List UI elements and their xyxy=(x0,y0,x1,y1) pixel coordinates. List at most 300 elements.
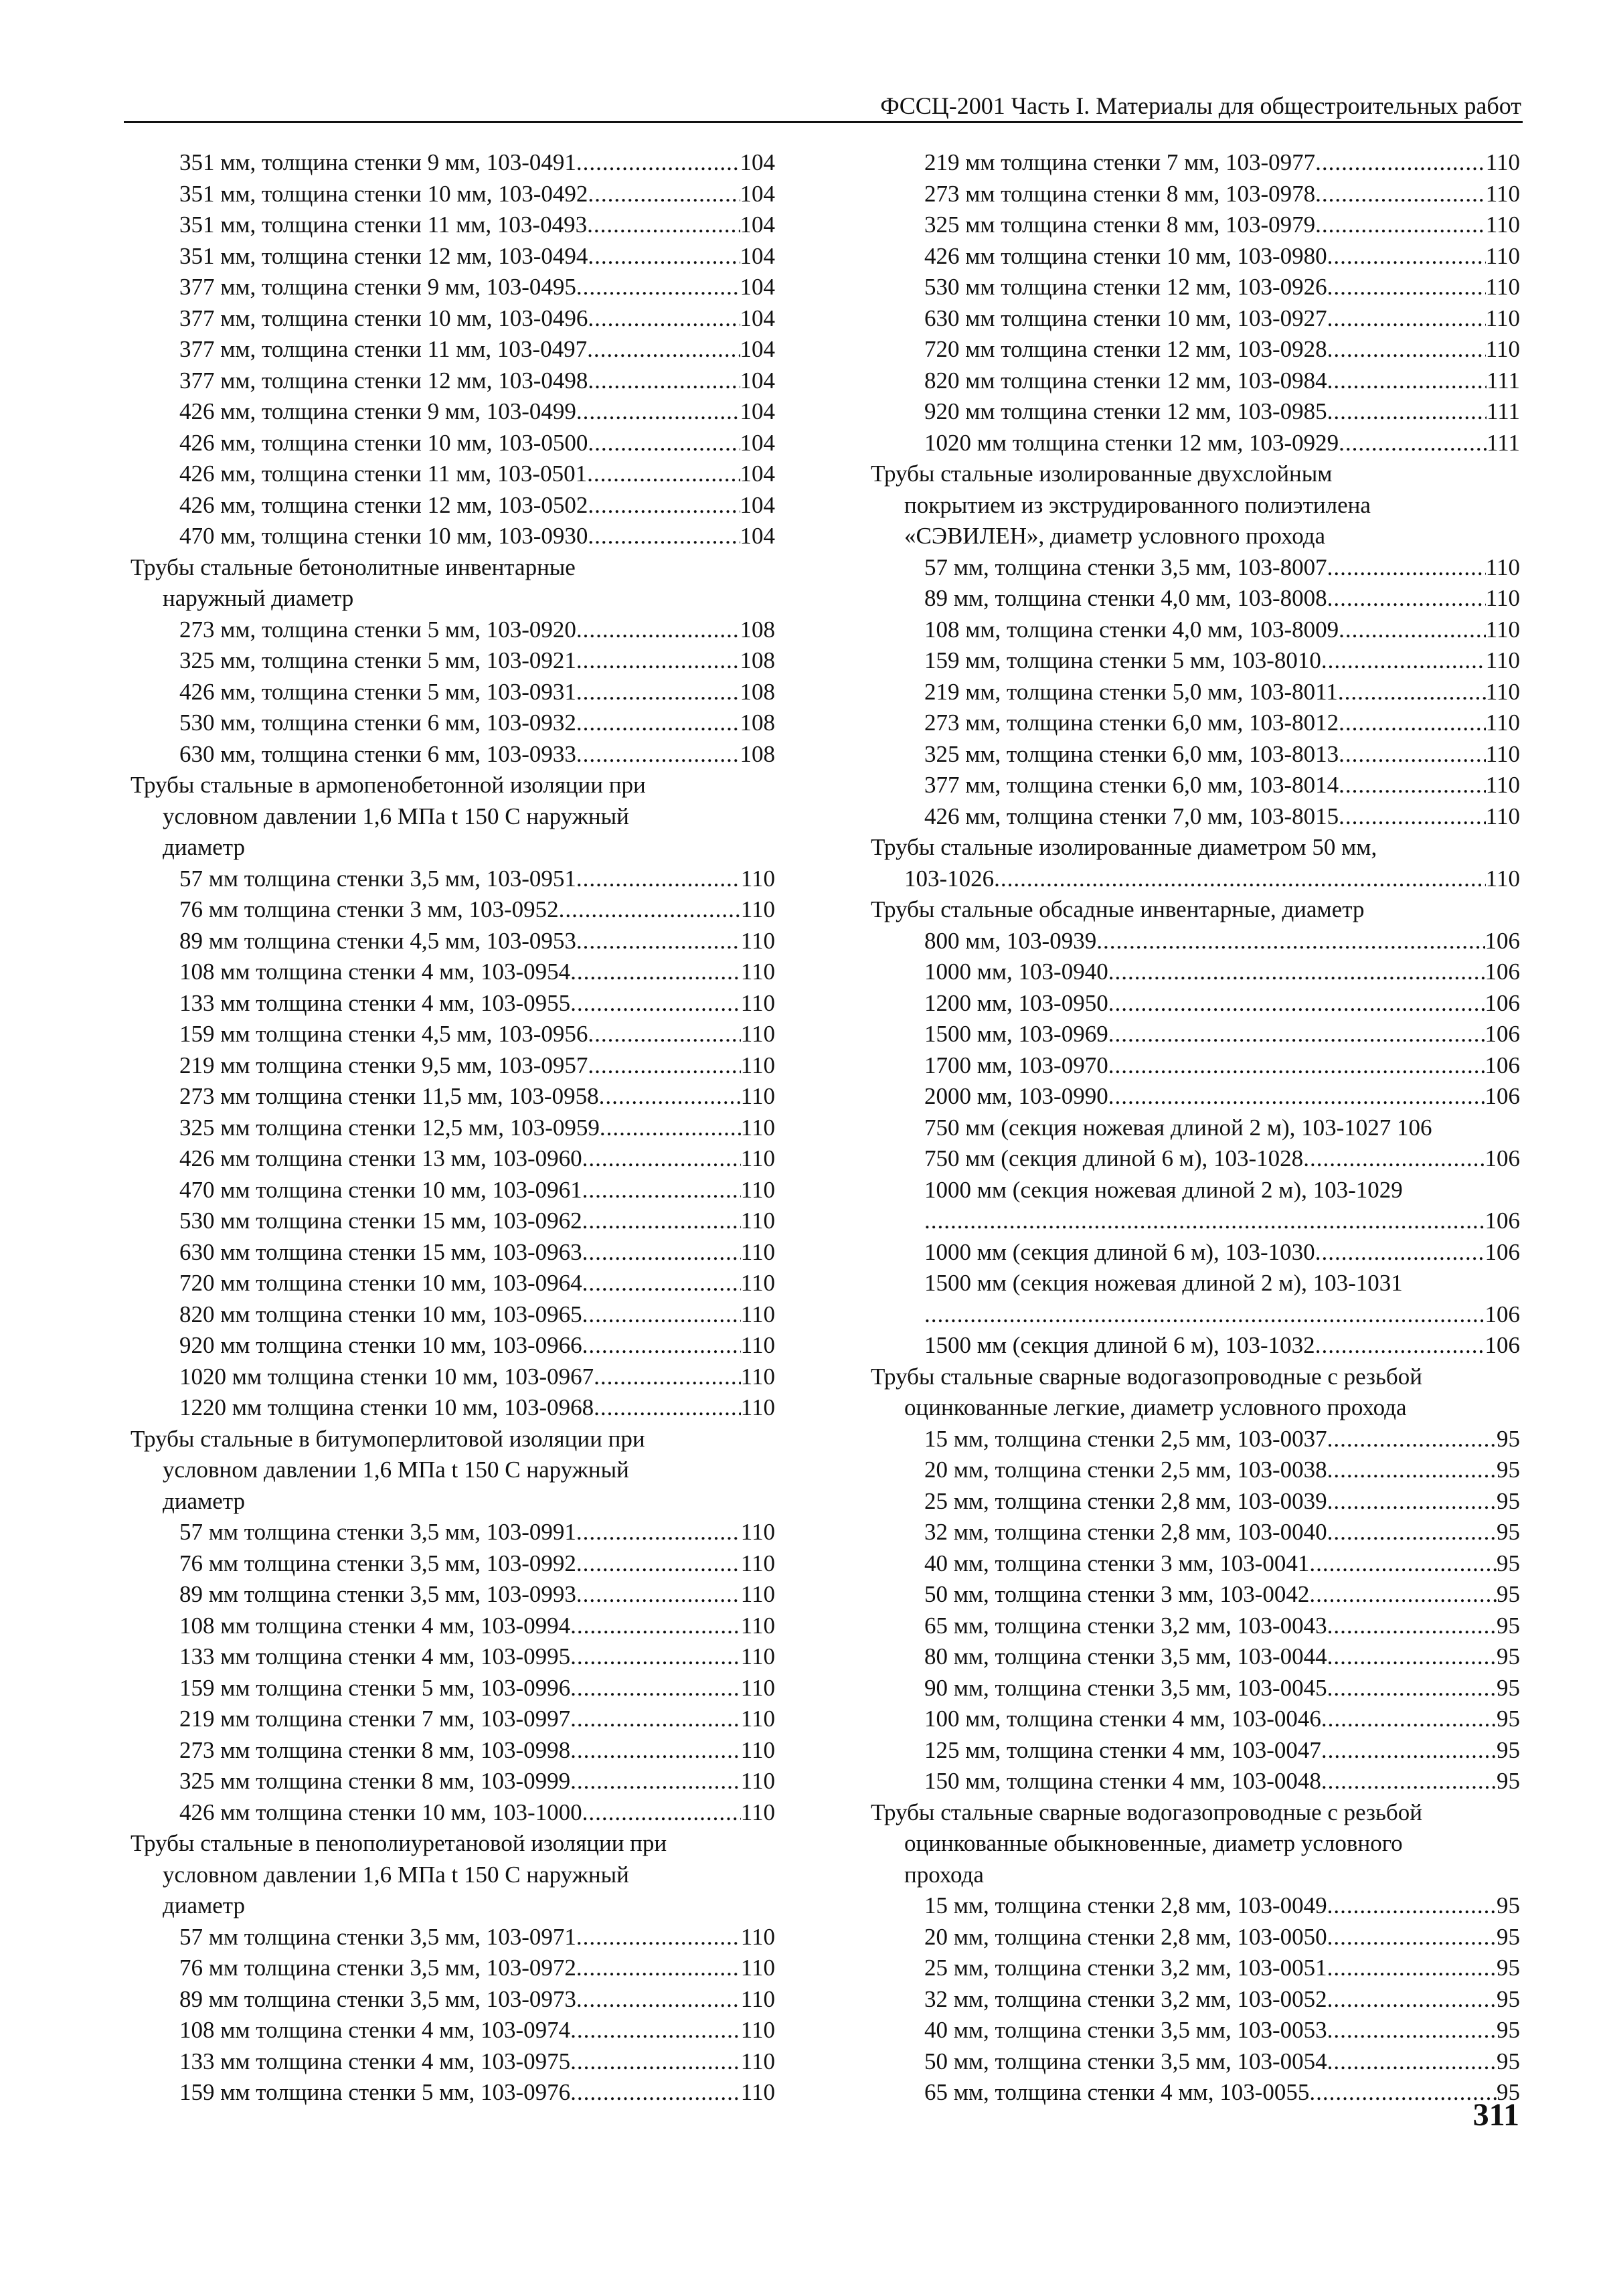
page-number: 311 xyxy=(1472,2097,1519,2133)
dot-leader xyxy=(1327,1673,1497,1704)
index-entry-page: 110 xyxy=(1485,149,1520,175)
index-entry xyxy=(924,1143,1520,1175)
dot-leader xyxy=(1327,1486,1497,1518)
dot-leader xyxy=(570,988,741,1019)
index-heading: Трубы стальные в пенополиуретановой изоляции при xyxy=(131,1830,667,1856)
index-entry-page: 106 xyxy=(1485,1145,1520,1171)
dot-leader xyxy=(570,1611,741,1642)
dot-leader xyxy=(1303,1143,1485,1175)
space xyxy=(1391,1113,1397,1144)
index-entry xyxy=(179,926,775,957)
index-entry xyxy=(179,1175,775,1206)
index-entry xyxy=(924,365,1520,397)
index-entry xyxy=(179,1704,775,1735)
dot-leader xyxy=(576,1579,741,1611)
index-entry xyxy=(924,210,1520,241)
index-heading: диаметр xyxy=(163,1892,245,1918)
index-entry-page: 110 xyxy=(1485,865,1520,892)
index-entry-label: 720 мм толщина стенки 10 мм, 103-0964 xyxy=(179,1270,582,1296)
index-entry xyxy=(924,1922,1520,1953)
dot-leader xyxy=(576,864,741,895)
index-entry-label: 1020 мм толщина стенки 12 мм, 103-0929 xyxy=(924,429,1339,456)
dot-leader xyxy=(1327,1984,1497,2016)
index-entry-label: 1200 мм, 103-0950 xyxy=(924,989,1108,1016)
index-entry-label: 76 мм толщина стенки 3 мм, 103-0952 xyxy=(179,896,559,922)
dot-leader xyxy=(1327,1517,1497,1548)
index-entry-label: 377 мм, толщина стенки 6,0 мм, 103-8014 xyxy=(924,772,1339,798)
index-entry-page: 110 xyxy=(1485,678,1520,705)
index-entry-page: 104 xyxy=(740,523,775,549)
index-entry-label: 426 мм, толщина стенки 9 мм, 103-0499 xyxy=(179,398,576,424)
index-entry-page: 110 xyxy=(740,1736,775,1763)
index-entry xyxy=(924,1984,1520,2016)
index-entry xyxy=(924,1890,1520,1922)
index-heading: покрытием из экструдированного полиэтилена xyxy=(904,491,1371,518)
index-entry xyxy=(924,926,1520,957)
index-entry xyxy=(179,459,775,490)
index-entry xyxy=(924,614,1520,646)
index-entry-label: 377 мм, толщина стенки 12 мм, 103-0498 xyxy=(179,367,588,394)
index-entry xyxy=(924,428,1520,459)
dot-leader xyxy=(576,396,740,428)
index-entry xyxy=(179,1206,775,1237)
index-entry-label: 40 мм, толщина стенки 3 мм, 103-0041 xyxy=(924,1550,1310,1576)
index-entry-page: 110 xyxy=(740,1114,775,1141)
index-entry-label: 76 мм толщина стенки 3,5 мм, 103-0972 xyxy=(179,1955,576,1981)
dot-leader xyxy=(570,1735,741,1767)
index-entry-page: 106 xyxy=(1485,1083,1520,1109)
index-entry xyxy=(924,1299,1520,1331)
index-entry-page: 104 xyxy=(740,274,775,300)
index-entry-label: 377 мм, толщина стенки 9 мм, 103-0495 xyxy=(179,274,576,300)
dot-leader xyxy=(1108,988,1485,1019)
index-entry-page: 106 xyxy=(1485,1052,1520,1078)
index-entry xyxy=(924,1735,1520,1767)
index-entry-page: 95 xyxy=(1497,2048,1520,2074)
index-entry xyxy=(179,210,775,241)
dot-leader xyxy=(1339,801,1486,833)
index-heading: Трубы стальные обсадные инвентарные, диаметр xyxy=(871,896,1365,922)
index-entry xyxy=(179,241,775,272)
index-entry xyxy=(179,1299,775,1331)
dot-leader xyxy=(582,1175,741,1206)
dot-leader xyxy=(1327,272,1486,303)
index-entry-page: 110 xyxy=(740,1674,775,1701)
index-entry-page: 110 xyxy=(740,1581,775,1607)
dot-leader xyxy=(588,179,740,210)
dot-leader xyxy=(1327,1890,1497,1922)
index-entry-page: 110 xyxy=(740,989,775,1016)
index-entry-label: 1500 мм (секция длиной 6 м), 103-1032 xyxy=(924,1332,1315,1358)
dot-leader xyxy=(570,1704,741,1735)
index-entry xyxy=(924,2015,1520,2046)
dot-leader xyxy=(576,147,740,179)
index-entry xyxy=(179,2077,775,2109)
index-entry-label: 630 мм, толщина стенки 6 мм, 103-0933 xyxy=(179,740,576,767)
index-entry xyxy=(924,1206,1520,1237)
index-entry-page: 110 xyxy=(1485,212,1520,238)
index-entry-page: 110 xyxy=(1485,274,1520,300)
dot-leader xyxy=(582,1206,741,1237)
index-entry-page: 110 xyxy=(740,1238,775,1265)
index-entry-label: 89 мм толщина стенки 3,5 мм, 103-0993 xyxy=(179,1581,576,1607)
index-entry-label: 15 мм, толщина стенки 2,5 мм, 103-0037 xyxy=(924,1425,1327,1452)
dot-leader xyxy=(994,864,1486,895)
index-entry-page: 95 xyxy=(1497,1923,1520,1950)
dot-leader xyxy=(570,2015,741,2046)
index-entry-page: 110 xyxy=(740,927,775,954)
index-entry-page: 108 xyxy=(740,710,775,736)
dot-leader xyxy=(1327,1611,1497,1642)
dot-leader xyxy=(588,1019,740,1050)
index-entry xyxy=(179,1081,775,1113)
index-entry xyxy=(924,303,1520,335)
index-heading: оцинкованные легкие, диаметр условного прохода xyxy=(904,1394,1407,1420)
running-header: ФССЦ-2001 Часть I. Материалы для общестроительных работ xyxy=(880,92,1521,119)
dot-leader xyxy=(924,1299,1485,1331)
dot-leader xyxy=(1327,583,1486,614)
dot-leader xyxy=(576,1548,741,1580)
index-entry-label: 820 мм толщина стенки 10 мм, 103-0965 xyxy=(179,1301,582,1327)
index-entry xyxy=(179,1330,775,1362)
index-heading: Трубы стальные изолированные двухслойным xyxy=(871,461,1333,487)
index-entry-page: 95 xyxy=(1497,1955,1520,1981)
index-entry-label: 470 мм толщина стенки 10 мм, 103-0961 xyxy=(179,1176,582,1203)
index-entry-label: 80 мм, толщина стенки 3,5 мм, 103-0044 xyxy=(924,1643,1327,1669)
index-entry xyxy=(924,2046,1520,2078)
index-entry xyxy=(924,770,1520,801)
index-entry xyxy=(924,1424,1520,1455)
dot-leader xyxy=(1108,1019,1485,1050)
index-entry-label: 219 мм, толщина стенки 5,0 мм, 103-8011 xyxy=(924,678,1338,705)
dot-leader xyxy=(576,645,740,677)
index-entry-label: 820 мм толщина стенки 12 мм, 103-0984 xyxy=(924,367,1327,394)
dot-leader xyxy=(1327,1953,1497,1984)
index-entry-label: 150 мм, толщина стенки 4 мм, 103-0048 xyxy=(924,1768,1321,1794)
index-entry xyxy=(179,1362,775,1393)
index-entry xyxy=(179,1019,775,1050)
index-heading: условном давлении 1,6 МПа t 150 С наружный xyxy=(163,803,629,829)
index-entry-page: 95 xyxy=(1497,1550,1520,1576)
index-entry-page: 106 xyxy=(1485,1238,1520,1265)
dot-leader xyxy=(576,1984,741,2016)
index-entry xyxy=(179,2046,775,2078)
index-entry-label: 133 мм толщина стенки 4 мм, 103-0975 xyxy=(179,2048,571,2074)
index-entry xyxy=(179,1797,775,1829)
index-entry-label: 25 мм, толщина стенки 3,2 мм, 103-0051 xyxy=(924,1955,1327,1981)
index-entry-page: 110 xyxy=(1485,305,1520,331)
index-entry-page: 110 xyxy=(740,1706,775,1732)
index-entry-page: 110 xyxy=(740,865,775,892)
index-entry-label: 89 мм толщина стенки 3,5 мм, 103-0973 xyxy=(179,1985,576,2012)
index-heading: оцинкованные обыкновенные, диаметр условного xyxy=(904,1830,1403,1856)
index-entry xyxy=(179,334,775,365)
dot-leader xyxy=(1321,645,1486,677)
index-entry xyxy=(179,739,775,770)
index-entry-page: 108 xyxy=(740,647,775,673)
index-entry xyxy=(179,1953,775,1984)
index-entry-page: 110 xyxy=(740,1145,775,1171)
index-entry-label: 57 мм толщина стенки 3,5 мм, 103-0991 xyxy=(179,1519,576,1545)
index-entry xyxy=(179,428,775,459)
index-entry-page: 104 xyxy=(740,242,775,269)
index-entry xyxy=(179,1143,775,1175)
dot-leader xyxy=(576,708,740,739)
dot-leader xyxy=(1327,1641,1497,1673)
dot-leader xyxy=(1108,1050,1485,1082)
index-entry xyxy=(179,708,775,739)
dot-leader xyxy=(1327,241,1486,272)
index-entry xyxy=(179,1922,775,1953)
index-entry xyxy=(924,552,1520,584)
index-heading: Трубы стальные изолированные диаметром 50 мм, xyxy=(871,834,1377,860)
index-entry xyxy=(924,1486,1520,1518)
index-entry-label: 100 мм, толщина стенки 4 мм, 103-0046 xyxy=(924,1706,1321,1732)
index-entry xyxy=(924,801,1520,833)
dot-leader xyxy=(1327,396,1487,428)
dot-leader xyxy=(582,1797,741,1829)
index-entry-page: 95 xyxy=(1497,2079,1520,2105)
index-entry-page: 110 xyxy=(740,1301,775,1327)
index-entry-page: 110 xyxy=(1485,180,1520,207)
index-entry-label: 325 мм толщина стенки 8 мм, 103-0979 xyxy=(924,212,1316,238)
index-entry-page: 110 xyxy=(740,1519,775,1545)
index-entry-label: 325 мм толщина стенки 8 мм, 103-0999 xyxy=(179,1768,571,1794)
index-entry xyxy=(924,334,1520,365)
index-entry xyxy=(924,272,1520,303)
index-entry-label: 103-1026 xyxy=(904,865,995,892)
index-entry-page: 104 xyxy=(740,336,775,362)
index-entry-label: 1000 мм (секция длиной 6 м), 103-1030 xyxy=(924,1238,1315,1265)
index-heading: Трубы стальные в армопенобетонной изоляции при xyxy=(131,772,646,798)
dot-leader xyxy=(1315,1237,1485,1268)
dot-leader xyxy=(582,1268,741,1299)
index-entry-label: 351 мм, толщина стенки 10 мм, 103-0492 xyxy=(179,180,588,207)
index-entry-label: 89 мм толщина стенки 4,5 мм, 103-0953 xyxy=(179,927,576,954)
dot-leader xyxy=(1309,1579,1497,1611)
index-entry xyxy=(924,1548,1520,1580)
index-entry-page: 106 xyxy=(1485,1301,1520,1327)
index-entry-page: 110 xyxy=(740,1270,775,1296)
index-column-right xyxy=(871,147,1520,2109)
index-entry-label: 351 мм, толщина стенки 12 мм, 103-0494 xyxy=(179,242,588,269)
index-entry xyxy=(179,614,775,646)
index-entry xyxy=(924,1050,1520,1082)
index-entry xyxy=(179,303,775,335)
index-entry-label: 750 мм (секция длиной 6 м), 103-1028 xyxy=(924,1145,1304,1171)
index-entry-page: 110 xyxy=(740,1332,775,1358)
index-entry-label: 133 мм толщина стенки 4 мм, 103-0995 xyxy=(179,1643,571,1669)
index-entry-label: 57 мм толщина стенки 3,5 мм, 103-0951 xyxy=(179,865,576,892)
dot-leader xyxy=(588,365,740,397)
index-heading: диаметр xyxy=(163,1487,245,1514)
index-entry-label: 1020 мм толщина стенки 10 мм, 103-0967 xyxy=(179,1363,594,1390)
index-entry-label: 1220 мм толщина стенки 10 мм, 103-0968 xyxy=(179,1394,594,1420)
index-entry-page: 110 xyxy=(740,1612,775,1639)
index-entry-page: 110 xyxy=(740,1052,775,1078)
dot-leader xyxy=(582,1237,741,1268)
dot-leader xyxy=(576,926,741,957)
index-entry-label: 20 мм, толщина стенки 2,5 мм, 103-0038 xyxy=(924,1457,1327,1483)
index-entry-label: 325 мм толщина стенки 12,5 мм, 103-0959 xyxy=(179,1114,600,1141)
index-entry-page: 110 xyxy=(740,896,775,922)
index-entry xyxy=(179,396,775,428)
index-entry-page: 106 xyxy=(1485,989,1520,1016)
index-entry-text: 1500 мм (секция ножевая длиной 2 м), 103-1031 xyxy=(924,1270,1403,1296)
index-entry-page: 104 xyxy=(740,429,775,456)
index-entry-label: 426 мм толщина стенки 13 мм, 103-0960 xyxy=(179,1145,582,1171)
index-entry-page: 95 xyxy=(1497,1612,1520,1639)
dot-leader xyxy=(1327,1424,1497,1455)
dot-leader xyxy=(588,521,740,552)
index-entry-label: 108 мм, толщина стенки 4,0 мм, 103-8009 xyxy=(924,616,1339,643)
index-entry-page: 111 xyxy=(1487,398,1520,424)
index-entry-page: 110 xyxy=(740,1208,775,1234)
index-entry-label: 90 мм, толщина стенки 3,5 мм, 103-0045 xyxy=(924,1674,1327,1701)
index-entry-page: 110 xyxy=(740,2017,775,2043)
index-entry-label: 125 мм, толщина стенки 4 мм, 103-0047 xyxy=(924,1736,1321,1763)
index-entry-page: 110 xyxy=(740,1083,775,1109)
dot-leader xyxy=(1315,210,1486,241)
dot-leader xyxy=(582,1143,741,1175)
index-entry-text: 1000 мм (секция ножевая длиной 2 м), 103-1029 xyxy=(924,1176,1403,1203)
index-entry-label: 159 мм толщина стенки 5 мм, 103-0996 xyxy=(179,1674,571,1701)
index-entry-page: 104 xyxy=(740,491,775,518)
dot-leader xyxy=(559,894,741,926)
index-entry-page: 95 xyxy=(1497,2017,1520,2043)
index-entry-label: 50 мм, толщина стенки 3 мм, 103-0042 xyxy=(924,1581,1310,1607)
index-entry-label: 219 мм толщина стенки 7 мм, 103-0977 xyxy=(924,149,1316,175)
dot-leader xyxy=(570,957,741,988)
index-entry-page: 110 xyxy=(1485,710,1520,736)
index-entry-label: 351 мм, толщина стенки 11 мм, 103-0493 xyxy=(179,212,588,238)
index-entry-page: 110 xyxy=(740,1176,775,1203)
dot-leader xyxy=(588,428,740,459)
index-entry-label: 219 мм толщина стенки 9,5 мм, 103-0957 xyxy=(179,1052,588,1078)
index-entry xyxy=(179,957,775,988)
index-entry-page: 95 xyxy=(1497,1736,1520,1763)
dot-leader xyxy=(1339,428,1487,459)
index-entry-page: 110 xyxy=(740,1363,775,1390)
index-entry xyxy=(179,1113,775,1144)
index-entry-page: 104 xyxy=(740,461,775,487)
index-entry-page: 110 xyxy=(740,1955,775,1981)
index-entry-label: 426 мм, толщина стенки 11 мм, 103-0501 xyxy=(179,461,588,487)
index-entry-page: 110 xyxy=(740,1550,775,1576)
index-entry-label: 20 мм, толщина стенки 2,8 мм, 103-0050 xyxy=(924,1923,1327,1950)
index-entry-label: 530 мм толщина стенки 12 мм, 103-0926 xyxy=(924,274,1327,300)
index-entry-label: 273 мм толщина стенки 8 мм, 103-0998 xyxy=(179,1736,571,1763)
index-entry-label: 1000 мм, 103-0940 xyxy=(924,959,1108,985)
index-entry xyxy=(924,1019,1520,1050)
index-entry xyxy=(924,1673,1520,1704)
index-entry-label: 351 мм, толщина стенки 9 мм, 103-0491 xyxy=(179,149,576,175)
index-entry-label: 108 мм толщина стенки 4 мм, 103-0954 xyxy=(179,959,571,985)
index-entry-page: 95 xyxy=(1497,1457,1520,1483)
index-entry-label: 273 мм толщина стенки 8 мм, 103-0978 xyxy=(924,180,1316,207)
dot-leader xyxy=(582,1330,741,1362)
index-entry xyxy=(179,1673,775,1704)
dot-leader xyxy=(1321,1735,1497,1767)
index-entry xyxy=(179,147,775,179)
index-entry-page: 106 xyxy=(1485,1021,1520,1047)
index-heading: наружный диаметр xyxy=(163,585,354,611)
dot-leader xyxy=(1309,1548,1497,1580)
dot-leader xyxy=(588,1050,740,1082)
dot-leader xyxy=(594,1392,741,1424)
index-entry xyxy=(924,583,1520,614)
index-entry-label: 159 мм толщина стенки 5 мм, 103-0976 xyxy=(179,2079,571,2105)
index-entry-page: 110 xyxy=(740,1985,775,2012)
index-entry xyxy=(924,179,1520,210)
index-entry xyxy=(179,1237,775,1268)
index-entry xyxy=(179,1611,775,1642)
index-entry xyxy=(924,1330,1520,1362)
index-entry-page: 110 xyxy=(1485,336,1520,362)
dot-leader xyxy=(600,1113,741,1144)
index-entry-label: 630 мм толщина стенки 10 мм, 103-0927 xyxy=(924,305,1327,331)
index-entry-page: 104 xyxy=(740,149,775,175)
index-entry-page: 110 xyxy=(740,959,775,985)
dot-leader xyxy=(1315,179,1486,210)
index-entry xyxy=(179,1548,775,1580)
index-entry-label: 720 мм толщина стенки 12 мм, 103-0928 xyxy=(924,336,1327,362)
index-column-left xyxy=(131,147,775,2109)
index-entry-label: 15 мм, толщина стенки 2,8 мм, 103-0049 xyxy=(924,1892,1327,1918)
index-entry xyxy=(924,1081,1520,1113)
index-entry-page: 110 xyxy=(740,1799,775,1825)
index-entry xyxy=(924,1113,1520,1144)
dot-leader xyxy=(924,1206,1485,1237)
index-entry-page: 104 xyxy=(740,305,775,331)
index-heading: «СЭВИЛЕН», диаметр условного прохода xyxy=(904,523,1326,549)
index-entry-page: 110 xyxy=(1485,740,1520,767)
index-entry-label: 25 мм, толщина стенки 2,8 мм, 103-0039 xyxy=(924,1487,1327,1514)
dot-leader xyxy=(1338,677,1486,708)
index-entry xyxy=(924,2077,1520,2109)
dot-leader xyxy=(587,334,740,365)
index-entry-page: 111 xyxy=(1487,429,1520,456)
index-entry-label: 377 мм, толщина стенки 11 мм, 103-0497 xyxy=(179,336,588,362)
index-entry-page: 110 xyxy=(1485,585,1520,611)
dot-leader xyxy=(588,241,740,272)
dot-leader xyxy=(576,1517,741,1548)
index-entry-page: 110 xyxy=(1485,647,1520,673)
dot-leader xyxy=(1321,1704,1497,1735)
index-entry-label: 426 мм толщина стенки 10 мм, 103-0980 xyxy=(924,242,1327,269)
index-entry xyxy=(179,1984,775,2016)
dot-leader xyxy=(599,1081,741,1113)
dot-leader xyxy=(576,1953,741,1984)
header-rule xyxy=(124,121,1523,123)
index-entry-page: 106 xyxy=(1397,1114,1432,1141)
index-entry-page: 110 xyxy=(1485,772,1520,798)
dot-leader xyxy=(1327,1922,1497,1953)
index-entry-label: 800 мм, 103-0939 xyxy=(924,927,1097,954)
index-entry-label: 920 мм толщина стенки 12 мм, 103-0985 xyxy=(924,398,1327,424)
index-entry-page: 95 xyxy=(1497,1425,1520,1452)
index-entry xyxy=(924,147,1520,179)
index-entry-label: 530 мм, толщина стенки 6 мм, 103-0932 xyxy=(179,710,576,736)
index-entry-label: 65 мм, толщина стенки 4 мм, 103-0055 xyxy=(924,2079,1310,2105)
index-entry xyxy=(924,1517,1520,1548)
index-entry-label: 89 мм, толщина стенки 4,0 мм, 103-8008 xyxy=(924,585,1327,611)
index-entry-label: 50 мм, толщина стенки 3,5 мм, 103-0054 xyxy=(924,2048,1327,2074)
index-heading: Трубы стальные бетонолитные инвентарные xyxy=(131,554,576,580)
index-entry-label: 426 мм, толщина стенки 7,0 мм, 103-8015 xyxy=(924,803,1339,829)
index-entry-label: 159 мм, толщина стенки 5 мм, 103-8010 xyxy=(924,647,1321,673)
index-entry xyxy=(924,739,1520,770)
